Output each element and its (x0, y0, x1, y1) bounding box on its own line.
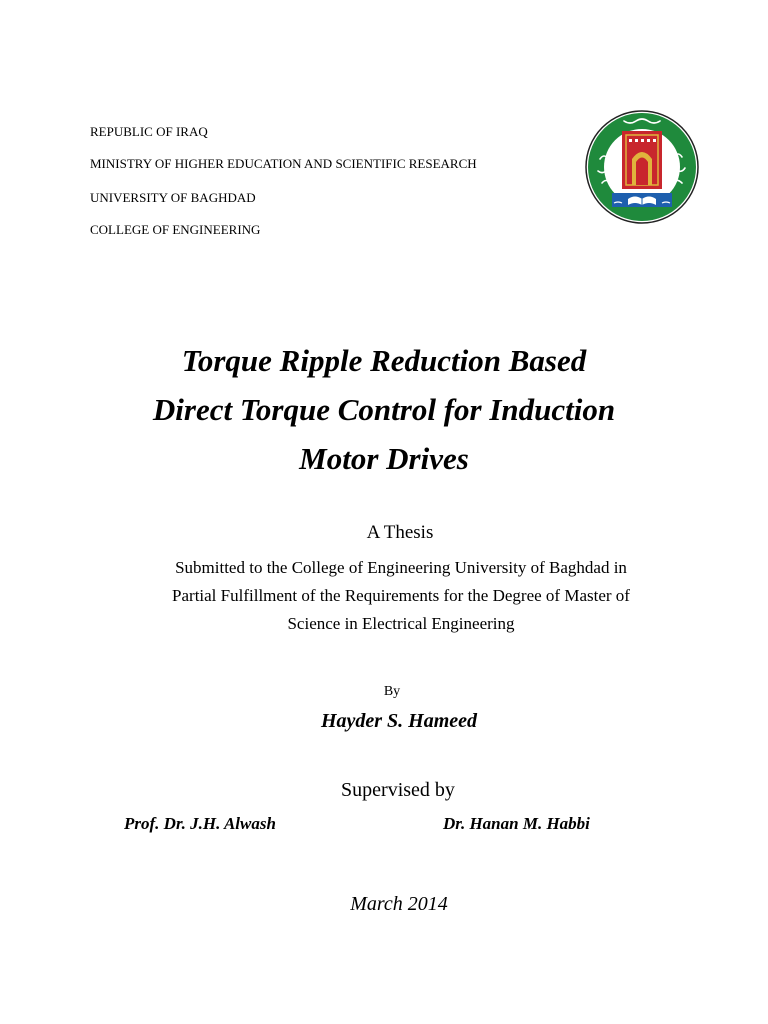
header-college: COLLEGE OF ENGINEERING (90, 222, 261, 237)
supervisor-1: Prof. Dr. J.H. Alwash (124, 814, 276, 833)
submission-line-3: Science in Electrical Engineering (287, 614, 515, 633)
header-ministry: MINISTRY OF HIGHER EDUCATION AND SCIENTIFIC RESEARCH (90, 156, 477, 171)
university-seal-icon (584, 109, 700, 225)
supervisor-2: Dr. Hanan M. Habbi (443, 814, 590, 833)
thesis-title (0, 336, 768, 483)
author-name: Hayder S. Hameed (320, 710, 478, 732)
university-seal-graphic (584, 109, 700, 225)
thesis-label: A Thesis (366, 522, 434, 543)
title-line-1: Torque Ripple Reduction Based (181, 343, 587, 378)
by-label: By (383, 684, 401, 699)
title-line-3: Motor Drives (299, 441, 469, 476)
submission-line-2: Partial Fulfillment of the Requirements for the Degree of Master of (172, 586, 630, 605)
submission-date: March 2014 (350, 893, 448, 915)
submission-statement (0, 554, 768, 638)
supervised-label: Supervised by (341, 779, 455, 801)
submission-line-1: Submitted to the College of Engineering University of Baghdad in (175, 558, 627, 577)
header-university: UNIVERSITY OF BAGHDAD (90, 190, 256, 205)
header-republic: REPUBLIC OF IRAQ (90, 124, 208, 139)
title-line-2: Direct Torque Control for Induction (152, 392, 616, 427)
